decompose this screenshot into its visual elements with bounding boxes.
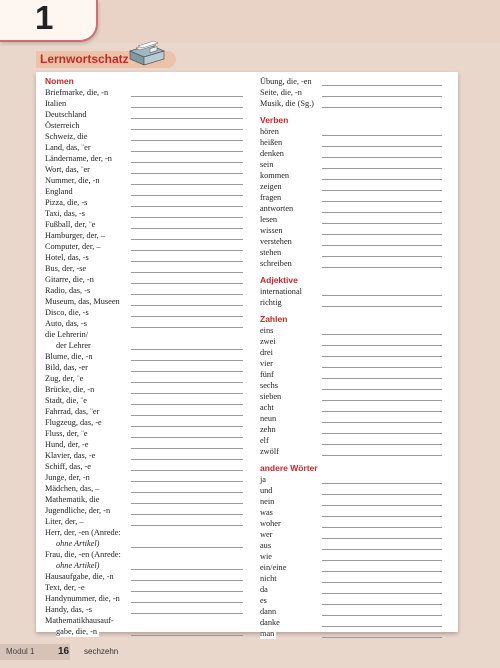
- vocab-word: eins: [260, 326, 274, 335]
- vocab-row: [45, 604, 243, 615]
- vocab-word: Disco, die, -s: [45, 308, 89, 317]
- write-in-line: [131, 118, 243, 119]
- vocab-row: [45, 131, 243, 142]
- vocab-word: England: [45, 187, 73, 196]
- vocab-row: [260, 474, 442, 485]
- vocab-row: [45, 351, 243, 362]
- vocab-word: Hotel, das, -s: [45, 253, 89, 262]
- vocab-word: Hausaufgabe, die, -n: [45, 572, 114, 581]
- vocab-row: [45, 340, 243, 351]
- vocab-row: [45, 549, 243, 560]
- write-in-line: [322, 494, 442, 495]
- write-in-line: [131, 228, 243, 229]
- vocab-row: [260, 507, 442, 518]
- vocab-row: [260, 225, 442, 236]
- write-in-line: [322, 107, 442, 108]
- vocab-row: [260, 325, 442, 336]
- vocab-row: [260, 137, 442, 148]
- vocab-word: Nummer, die, -n: [45, 176, 100, 185]
- vocab-row: [260, 573, 442, 584]
- vocab-row: [45, 263, 243, 274]
- vocab-word: Bild, das, -er: [45, 363, 88, 372]
- vocab-row: [45, 560, 243, 571]
- write-in-line: [322, 201, 442, 202]
- vocab-word: fragen: [260, 193, 282, 202]
- footer-modul: Modul 1: [6, 647, 35, 656]
- vocab-row: [260, 98, 442, 109]
- write-in-line: [322, 168, 442, 169]
- vocab-row: [45, 175, 243, 186]
- vocab-word: nein: [260, 497, 275, 506]
- vocab-word: lesen: [260, 215, 278, 224]
- write-in-line: [131, 415, 243, 416]
- vocab-row: [45, 505, 243, 516]
- section-heading: Verben: [260, 115, 289, 125]
- write-in-line: [131, 96, 243, 97]
- write-in-line: [131, 437, 243, 438]
- vocab-row: [260, 126, 442, 137]
- section-heading: andere Wörter: [260, 463, 318, 473]
- vocab-row: [45, 626, 243, 637]
- write-in-line: [322, 549, 442, 550]
- page-title: Lernwortschatz: [40, 52, 129, 66]
- write-in-line: [322, 582, 442, 583]
- write-in-line: [131, 514, 243, 515]
- vocab-word: Handy, das, -s: [45, 605, 92, 614]
- write-in-line: [131, 591, 243, 592]
- vocab-word: heißen: [260, 138, 283, 147]
- vocab-row: [45, 307, 243, 318]
- vocab-word: Liter, der, –: [45, 517, 84, 526]
- vocab-row: [260, 192, 442, 203]
- write-in-line: [322, 356, 442, 357]
- vocab-row: [45, 274, 243, 285]
- vocab-row: [45, 296, 243, 307]
- vocab-row: [45, 615, 243, 626]
- vocab-word: dann: [260, 607, 277, 616]
- vocab-row: [45, 538, 243, 549]
- vocab-row: [45, 142, 243, 153]
- vocab-word: Jugendliche, der, -n: [45, 506, 111, 515]
- vocab-word: vier: [260, 359, 273, 368]
- vocab-word: Übung, die, -en: [260, 77, 312, 86]
- vocab-word: Briefmarke, die, -n: [45, 88, 109, 97]
- vocab-word: ein/eine: [260, 563, 287, 572]
- write-in-line: [131, 217, 243, 218]
- vocab-row: [260, 214, 442, 225]
- write-in-line: [131, 371, 243, 372]
- vocab-row: [260, 628, 442, 639]
- vocab-row: [45, 241, 243, 252]
- vocab-word: Hund, der, -e: [45, 440, 89, 449]
- write-in-line: [131, 448, 243, 449]
- vocab-row: [45, 285, 243, 296]
- vocab-word: und: [260, 486, 273, 495]
- vocab-word: Taxi, das, -s: [45, 209, 85, 218]
- write-in-line: [322, 593, 442, 594]
- write-in-line: [322, 433, 442, 434]
- vocab-row: [260, 529, 442, 540]
- write-in-line: [131, 547, 243, 548]
- write-in-line: [322, 400, 442, 401]
- vocab-word: danke: [260, 618, 280, 627]
- vocab-row: [260, 446, 442, 457]
- vocab-word: kommen: [260, 171, 290, 180]
- vocab-row: [45, 197, 243, 208]
- vocab-word: elf: [260, 436, 269, 445]
- vocab-row: [260, 402, 442, 413]
- vocab-word: Hamburger, der, –: [45, 231, 106, 240]
- vocab-row: [260, 369, 442, 380]
- vocab-row: [45, 98, 243, 109]
- vocab-word: verstehen: [260, 237, 292, 246]
- vocab-row: [260, 358, 442, 369]
- vocab-word: Schweiz, die: [45, 132, 88, 141]
- card-box-icon: [126, 37, 166, 67]
- section-heading: Zahlen: [260, 314, 288, 324]
- vocab-row: [45, 494, 243, 505]
- vocab-word: Fußball, der, ¨e: [45, 220, 96, 229]
- module-number: 1: [35, 0, 54, 36]
- vocab-word: stehen: [260, 248, 282, 257]
- vocab-word: da: [260, 585, 268, 594]
- vocab-word: Mathematikhausauf-: [45, 616, 114, 625]
- vocab-word: Brücke, die, -n: [45, 385, 95, 394]
- vocab-word: Klavier, das, -e: [45, 451, 96, 460]
- write-in-line: [131, 206, 243, 207]
- write-in-line: [322, 96, 442, 97]
- write-in-line: [322, 626, 442, 627]
- vocab-word: woher: [260, 519, 281, 528]
- vocab-word: zwei: [260, 337, 276, 346]
- vocab-row: [45, 450, 243, 461]
- vocab-word: man: [260, 629, 275, 638]
- write-in-line: [322, 295, 442, 296]
- write-in-line: [322, 179, 442, 180]
- vocab-word: zehn: [260, 425, 276, 434]
- vocab-word: wie: [260, 552, 272, 561]
- write-in-line: [131, 151, 243, 152]
- write-in-line: [322, 637, 442, 638]
- write-in-line: [131, 250, 243, 251]
- vocab-row: [45, 318, 243, 329]
- vocab-row: [260, 518, 442, 529]
- write-in-line: [322, 444, 442, 445]
- write-in-line: [131, 613, 243, 614]
- write-in-line: [322, 571, 442, 572]
- right-column: [260, 76, 442, 639]
- vocab-word: Handynummer, die, -n: [45, 594, 120, 603]
- write-in-line: [322, 306, 442, 307]
- write-in-line: [322, 389, 442, 390]
- vocab-word: Fluss, der, ¨e: [45, 429, 88, 438]
- vocab-row: [45, 428, 243, 439]
- vocab-word: Italien: [45, 99, 67, 108]
- write-in-line: [131, 294, 243, 295]
- vocab-word: Fahrrad, das, ¨er: [45, 407, 100, 416]
- write-in-line: [131, 327, 243, 328]
- vocab-row: [260, 76, 442, 87]
- vocab-row: [45, 417, 243, 428]
- vocab-row: [260, 424, 442, 435]
- write-in-line: [131, 162, 243, 163]
- vocab-row: [260, 496, 442, 507]
- vocab-word: sieben: [260, 392, 282, 401]
- write-in-line: [322, 505, 442, 506]
- vocab-word: Blume, die, -n: [45, 352, 93, 361]
- vocab-word: aus: [260, 541, 272, 550]
- write-in-line: [131, 261, 243, 262]
- write-in-line: [322, 527, 442, 528]
- vocab-word: richtig: [260, 298, 282, 307]
- write-in-line: [322, 345, 442, 346]
- vocab-word: sein: [260, 160, 274, 169]
- vocab-row: [260, 551, 442, 562]
- vocab-word: gabe, die, -n: [56, 627, 98, 636]
- vocab-word: Schiff, das, -e: [45, 462, 91, 471]
- vocab-row: [45, 582, 243, 593]
- vocab-row: [260, 159, 442, 170]
- write-in-line: [322, 455, 442, 456]
- section-heading: Nomen: [45, 76, 74, 86]
- vocab-word: es: [260, 596, 267, 605]
- write-in-line: [131, 569, 243, 570]
- vocab-row: [260, 562, 442, 573]
- vocab-word: ohne Artikel): [56, 539, 100, 548]
- vocab-word: neun: [260, 414, 277, 423]
- vocab-word: Mädchen, das, –: [45, 484, 100, 493]
- vocab-word: sechs: [260, 381, 278, 390]
- write-in-line: [322, 223, 442, 224]
- vocab-row: [45, 219, 243, 230]
- vocab-word: Stadt, die, ¨e: [45, 396, 87, 405]
- vocab-row: [260, 595, 442, 606]
- vocab-word: Herr, der, -en (Anrede:: [45, 528, 121, 537]
- vocab-word: Museum, das, Museen: [45, 297, 120, 306]
- write-in-line: [131, 602, 243, 603]
- vocab-row: [45, 373, 243, 384]
- vocab-row: [45, 461, 243, 472]
- vocab-row: [45, 593, 243, 604]
- vocab-word: Frau, die, -en (Anrede:: [45, 550, 121, 559]
- vocab-row: [260, 247, 442, 258]
- vocab-row: [45, 208, 243, 219]
- vocab-word: Ländername, der, -n: [45, 154, 112, 163]
- write-in-line: [322, 234, 442, 235]
- write-in-line: [322, 245, 442, 246]
- vocab-row: [260, 170, 442, 181]
- vocab-row: [45, 186, 243, 197]
- vocab-word: zwölf: [260, 447, 279, 456]
- vocab-row: [45, 87, 243, 98]
- page-number: 16: [58, 646, 70, 657]
- vocab-word: acht: [260, 403, 274, 412]
- vocab-row: [45, 120, 243, 131]
- vocab-word: zeigen: [260, 182, 282, 191]
- write-in-line: [131, 349, 243, 350]
- write-in-line: [131, 283, 243, 284]
- vocab-row: [260, 380, 442, 391]
- vocab-word: international: [260, 287, 302, 296]
- vocab-word: Wort, das, ¨er: [45, 165, 90, 174]
- write-in-line: [131, 239, 243, 240]
- vocab-word: Seite, die, -n: [260, 88, 302, 97]
- vocab-word: fünf: [260, 370, 274, 379]
- write-in-line: [131, 360, 243, 361]
- vocab-row: [260, 413, 442, 424]
- vocab-word: Gitarre, die, -n: [45, 275, 94, 284]
- write-in-line: [322, 267, 442, 268]
- write-in-line: [131, 173, 243, 174]
- write-in-line: [131, 382, 243, 383]
- vocab-row: [45, 230, 243, 241]
- left-column: [45, 76, 243, 637]
- vocab-row: [260, 297, 442, 308]
- write-in-line: [322, 411, 442, 412]
- vocab-word: Bus, der, -se: [45, 264, 87, 273]
- write-in-line: [322, 212, 442, 213]
- write-in-line: [322, 516, 442, 517]
- write-in-line: [131, 503, 243, 504]
- vocab-word: denken: [260, 149, 284, 158]
- vocab-row: [260, 87, 442, 98]
- write-in-line: [322, 560, 442, 561]
- vocab-row: [260, 236, 442, 247]
- vocab-word: schreiben: [260, 259, 292, 268]
- write-in-line: [131, 459, 243, 460]
- vocab-word: Österreich: [45, 121, 80, 130]
- vocab-word: Radio, das, -s: [45, 286, 91, 295]
- vocab-row: [45, 516, 243, 527]
- vocab-word: Junge, der, -n: [45, 473, 90, 482]
- vocab-word: die Lehrerin/: [45, 330, 89, 339]
- write-in-line: [131, 140, 243, 141]
- write-in-line: [322, 538, 442, 539]
- vocab-word: nicht: [260, 574, 277, 583]
- write-in-line: [131, 184, 243, 185]
- vocab-word: der Lehrer: [56, 341, 91, 350]
- vocab-row: [260, 584, 442, 595]
- vocab-row: [45, 472, 243, 483]
- write-in-line: [322, 190, 442, 191]
- vocab-row: [45, 439, 243, 450]
- vocab-row: [260, 336, 442, 347]
- vocab-row: [260, 485, 442, 496]
- write-in-line: [322, 483, 442, 484]
- vocab-word: Auto, das, -s: [45, 319, 87, 328]
- vocab-row: [45, 527, 243, 538]
- vocab-row: [45, 406, 243, 417]
- vocab-row: [260, 391, 442, 402]
- write-in-line: [322, 146, 442, 147]
- page-number-word: sechzehn: [84, 647, 119, 656]
- vocab-row: [45, 109, 243, 120]
- write-in-line: [131, 492, 243, 493]
- vocab-word: was: [260, 508, 273, 517]
- write-in-line: [131, 107, 243, 108]
- vocab-row: [260, 203, 442, 214]
- write-in-line: [322, 378, 442, 379]
- write-in-line: [131, 635, 243, 636]
- write-in-line: [131, 195, 243, 196]
- vocab-row: [260, 540, 442, 551]
- write-in-line: [131, 426, 243, 427]
- footer: [0, 641, 500, 668]
- vocab-word: Deutschland: [45, 110, 87, 119]
- vocab-word: wer: [260, 530, 273, 539]
- vocab-word: Land, das, ¨er: [45, 143, 91, 152]
- vocab-row: [45, 329, 243, 340]
- write-in-line: [322, 615, 442, 616]
- write-in-line: [322, 85, 442, 86]
- vocab-word: wissen: [260, 226, 283, 235]
- write-in-line: [322, 422, 442, 423]
- vocab-row: [45, 395, 243, 406]
- vocab-word: Zug, der, ¨e: [45, 374, 84, 383]
- vocab-word: Musik, die (Sg.): [260, 99, 314, 108]
- vocab-row: [260, 435, 442, 446]
- vocab-word: drei: [260, 348, 273, 357]
- write-in-line: [322, 367, 442, 368]
- vocab-row: [45, 153, 243, 164]
- vocab-word: Computer, der, –: [45, 242, 101, 251]
- write-in-line: [131, 470, 243, 471]
- vocab-word: Pizza, die, -s: [45, 198, 88, 207]
- vocab-row: [260, 606, 442, 617]
- vocab-word: Flugzeug, das, -e: [45, 418, 102, 427]
- write-in-line: [131, 393, 243, 394]
- write-in-line: [131, 316, 243, 317]
- write-in-line: [131, 481, 243, 482]
- write-in-line: [131, 404, 243, 405]
- vocab-row: [45, 252, 243, 263]
- write-in-line: [322, 334, 442, 335]
- vocab-word: ja: [260, 475, 266, 484]
- vocab-row: [45, 571, 243, 582]
- vocab-row: [45, 362, 243, 373]
- write-in-line: [131, 272, 243, 273]
- write-in-line: [131, 129, 243, 130]
- vocab-row: [260, 258, 442, 269]
- vocab-row: [260, 181, 442, 192]
- vocab-word: antworten: [260, 204, 294, 213]
- write-in-line: [322, 157, 442, 158]
- write-in-line: [322, 135, 442, 136]
- write-in-line: [322, 256, 442, 257]
- module-tab: [0, 0, 98, 42]
- vocab-row: [260, 617, 442, 628]
- vocab-row: [45, 384, 243, 395]
- vocab-row: [260, 347, 442, 358]
- vocab-word: hören: [260, 127, 279, 136]
- vocab-word: Mathematik, die: [45, 495, 100, 504]
- vocab-row: [260, 148, 442, 159]
- section-heading: Adjektive: [260, 275, 298, 285]
- vocab-row: [260, 286, 442, 297]
- vocab-row: [45, 483, 243, 494]
- vocab-row: [45, 164, 243, 175]
- vocab-word: ohne Artikel): [56, 561, 100, 570]
- vocab-word: Text, der, -e: [45, 583, 85, 592]
- write-in-line: [322, 604, 442, 605]
- write-in-line: [131, 580, 243, 581]
- write-in-line: [131, 305, 243, 306]
- write-in-line: [131, 525, 243, 526]
